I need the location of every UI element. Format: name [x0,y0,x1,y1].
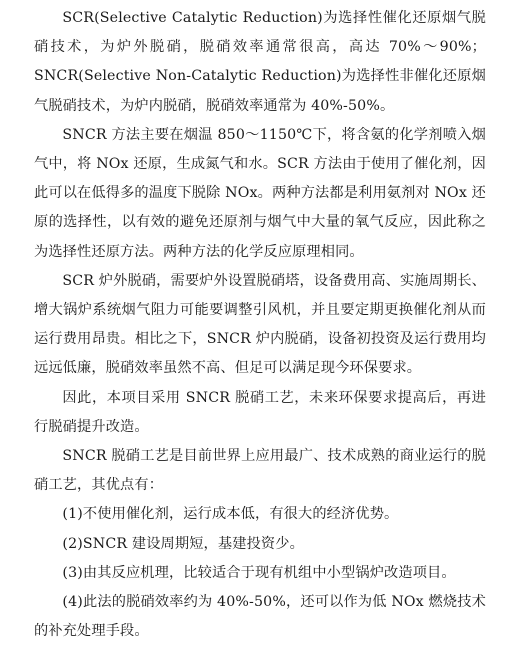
paragraph-project-decision: 因此，本项目采用 SNCR 脱硝工艺，未来环保要求提高后，再进行脱硝提升改造。 [34,389,486,435]
paragraph-scr-sncr-definition: SCR(Selective Catalytic Reduction)为选择性催化还原烟气脱硝技术，为炉外脱硝，脱硝效率通常很高，高达 70%～90%；SNCR(Selective Non-Catalytic Reduction)为选择性非催化还原烟气脱硝技术，为炉内脱硝，脱硝效率通常为 40%-50%。 [34,10,486,114]
advantage-item-1: (1)不使用催化剂，运行成本低，有很大的经济优势。 [62,506,399,523]
paragraph-sncr-method: SNCR 方法主要在烟温 850～1150℃下，将含氨的化学剂喷入烟气中，将 NOx 还原，生成氮气和水。SCR 方法由于使用了催化剂，因此可以在低得多的温度下脱除 NOx。两种方法都是利用氨剂对 NOx 还原的选择性，以有效的避免还原剂与烟气中大量的氧气反应，因此称之为选择性还原方法。两种方法的化学反应原理相同。 [34,126,486,260]
advantage-item-4: (4)此法的脱硝效率约为 40%-50%，还可以作为低 NOx 燃烧技术的补充处理手段。 [34,594,486,640]
document-body [34,4,486,646]
advantage-item-3: (3)由其反应机理，比较适合于现有机组中小型锅炉改造项目。 [62,564,456,581]
paragraph-sncr-advantages-intro: SNCR 脱硝工艺是目前世界上应用最广、技术成熟的商业运行的脱硝工艺，其优点有： [34,448,486,494]
advantage-item-2: (2)SNCR 建设周期短，基建投资少。 [62,535,304,552]
paragraph-scr-comparison: SCR 炉外脱硝，需要炉外设置脱硝塔，设备费用高、实施周期长、增大锅炉系统烟气阻力可能要调整引风机，并且要定期更换催化剂从而运行费用昂贵。相比之下，SNCR 炉内脱硝，设备初投资及运行费用均远远低廉，脱硝效率虽然不高、但足可以满足现今环保要求。 [34,272,486,377]
